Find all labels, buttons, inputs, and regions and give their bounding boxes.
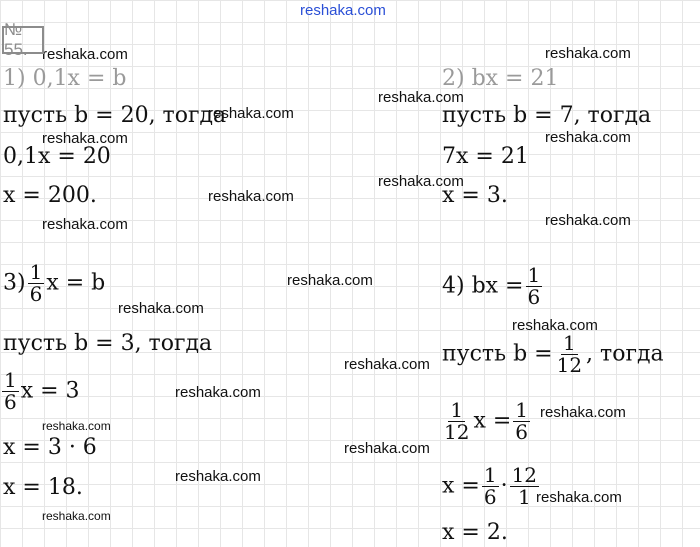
part2-answer: x = 3. xyxy=(442,183,508,208)
part3-equation-substituted: $\frac{1}{6}$ x = 3 xyxy=(4,368,80,414)
fraction: $\frac{12}{1}$ xyxy=(511,463,538,509)
part3-substitution: пусть b = 3, тогда xyxy=(3,331,213,356)
watermark: reshaka.com xyxy=(42,130,128,147)
watermark: reshaka.com xyxy=(118,300,204,317)
watermark: reshaka.com xyxy=(512,317,598,334)
watermark: reshaka.com xyxy=(208,188,294,205)
watermark: reshaka.com xyxy=(42,419,111,433)
fraction: $\frac{1}{6}$ xyxy=(4,368,17,414)
watermark: reshaka.com xyxy=(42,46,128,63)
part1-substitution: пусть b = 20, тогда xyxy=(3,103,227,128)
watermark: reshaka.com xyxy=(287,272,373,289)
fraction: $\frac{1}{6}$ xyxy=(29,260,43,306)
part2-substitution: пусть b = 7, тогда xyxy=(442,103,652,128)
fraction: $\frac{1}{6}$ xyxy=(483,463,497,509)
watermark: reshaka.com xyxy=(540,404,626,421)
part3-step: x = 3 · 6 xyxy=(3,435,97,460)
part4-step: x = $\frac{1}{6}$ · $\frac{12}{1}$ xyxy=(442,463,538,509)
part4-equation-substituted: $\frac{1}{12}$ x = $\frac{1}{6}$ xyxy=(444,398,529,444)
fraction: $\frac{1}{6}$ xyxy=(527,263,541,309)
part4-substitution: пусть b = $\frac{1}{12}$ , тогда xyxy=(442,331,664,377)
part1-equation: 1) 0,1x = b xyxy=(3,66,127,91)
fraction: $\frac{1}{12}$ xyxy=(556,331,583,377)
watermark: reshaka.com xyxy=(536,489,622,506)
watermark: reshaka.com xyxy=(378,173,464,190)
part4-answer: x = 2. xyxy=(442,520,508,545)
watermark: reshaka.com xyxy=(175,468,261,485)
watermark: reshaka.com xyxy=(42,509,111,523)
watermark: reshaka.com xyxy=(545,212,631,229)
watermark: reshaka.com xyxy=(344,356,430,373)
part1-equation-substituted: 0,1x = 20 xyxy=(3,144,111,169)
watermark-top: reshaka.com xyxy=(300,2,386,19)
part2-equation-substituted: 7x = 21 xyxy=(442,144,529,169)
fraction: $\frac{1}{12}$ xyxy=(444,398,470,444)
part2-equation: 2) bx = 21 xyxy=(442,66,559,91)
watermark: reshaka.com xyxy=(175,384,261,401)
part3-equation: 3) $\frac{1}{6}$ x = b xyxy=(3,260,106,306)
fraction: $\frac{1}{6}$ xyxy=(515,398,529,444)
part4-equation: 4) bx = $\frac{1}{6}$ xyxy=(442,263,541,309)
watermark: reshaka.com xyxy=(378,89,464,106)
watermark: reshaka.com xyxy=(344,440,430,457)
watermark: reshaka.com xyxy=(42,216,128,233)
task-number-badge: № 55. xyxy=(2,26,44,54)
part3-label: 3) xyxy=(3,270,26,296)
part1-answer: x = 200. xyxy=(3,183,97,208)
watermark: reshaka.com xyxy=(545,45,631,62)
part3-answer: x = 18. xyxy=(3,475,83,500)
watermark: reshaka.com xyxy=(208,105,294,122)
watermark: reshaka.com xyxy=(545,129,631,146)
